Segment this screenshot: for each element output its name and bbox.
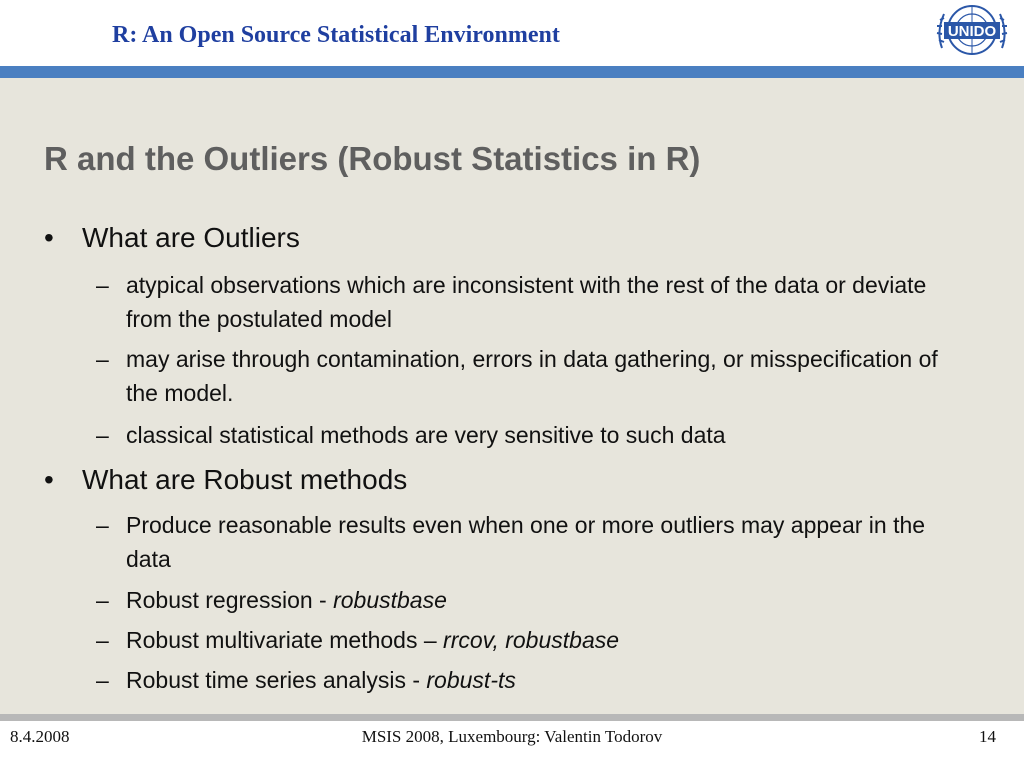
bullet-marker: • (44, 464, 54, 495)
sub-bullet-label: Robust multivariate methods – (126, 627, 444, 653)
sub-bullet-item (96, 583, 956, 617)
package-name: rrcov, robustbase (443, 627, 620, 653)
dash-marker: – (96, 346, 109, 372)
header-band (0, 66, 1024, 78)
bullet-marker: • (44, 222, 54, 253)
dash-marker: – (96, 512, 109, 538)
sub-bullet-item (96, 342, 956, 410)
bullet-text: What are Robust methods (82, 464, 408, 495)
sub-bullet-text: Produce reasonable results even when one or more outliers may appear in the data (126, 512, 926, 572)
page-number: 14 (979, 727, 996, 746)
slide-header (0, 0, 1024, 66)
sub-bullet-item (96, 268, 956, 336)
sub-bullet-text (126, 623, 956, 657)
package-name: robust-ts (426, 667, 516, 693)
package-name: robustbase (333, 587, 447, 613)
sub-bullet-item (96, 508, 956, 576)
dash-marker: – (96, 587, 109, 613)
sub-bullet-text (126, 583, 956, 617)
sub-bullet-text: atypical observations which are inconsistent with the rest of the data or deviate from the postulated model (126, 272, 927, 332)
unido-logo (932, 2, 1012, 64)
sub-bullet-text (126, 663, 956, 697)
dash-marker: – (96, 272, 109, 298)
footer-date: 8.4.2008 (10, 727, 70, 746)
sub-bullet-text: classical statistical methods are very sensitive to such data (126, 422, 726, 448)
dash-marker: – (96, 667, 109, 693)
bullet-item (44, 464, 407, 496)
dash-marker: – (96, 422, 109, 448)
slide-title: R and the Outliers (Robust Statistics in R) (44, 140, 701, 177)
slide-body (0, 78, 1024, 714)
sub-bullet-label: Robust time series analysis - (126, 667, 427, 693)
footer-band (0, 714, 1024, 721)
bullet-text: What are Outliers (82, 222, 300, 253)
slide-footer (0, 721, 1024, 768)
presentation-title: R: An Open Source Statistical Environment (112, 22, 560, 48)
sub-bullet-item (96, 663, 956, 697)
footer-center-text: MSIS 2008, Luxembourg: Valentin Todorov (361, 727, 663, 746)
dash-marker: – (96, 627, 109, 653)
bullet-item (44, 222, 300, 254)
svg-text:UNIDO: UNIDO (947, 23, 997, 40)
sub-bullet-item (96, 418, 956, 452)
sub-bullet-label: Robust regression - (126, 587, 334, 613)
sub-bullet-text: may arise through contamination, errors in data gathering, or misspecification of the model. (126, 346, 938, 406)
sub-bullet-item (96, 623, 956, 657)
